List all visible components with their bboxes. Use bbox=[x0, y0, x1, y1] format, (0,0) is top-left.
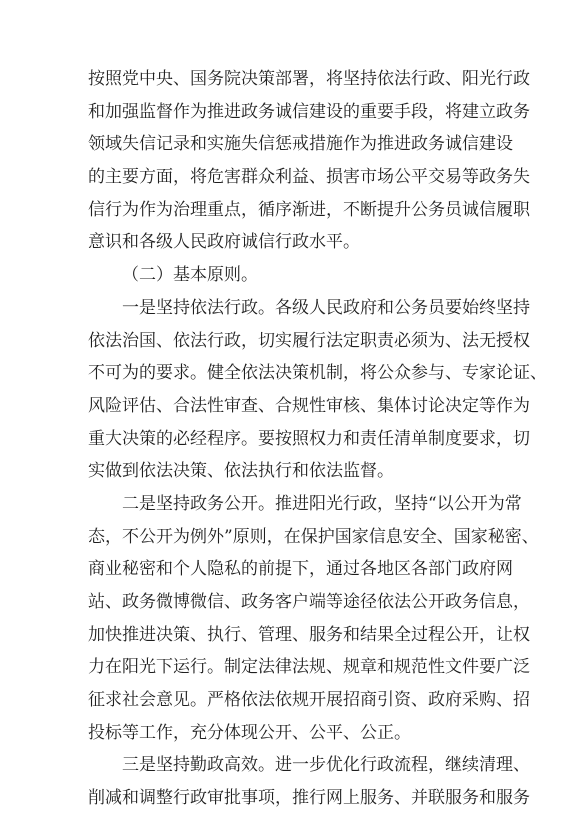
section-heading: （二）基本原则。 bbox=[122, 265, 258, 286]
text-line: 态，不公开为例外”原则，在保护国家信息安全、国家秘密、 bbox=[88, 526, 539, 547]
text-line: 三是坚持勤政高效。进一步优化行政流程，继续清理、 bbox=[122, 755, 530, 776]
text-line: 重大决策的必经程序。要按照权力和责任清单制度要求，切 bbox=[88, 428, 530, 449]
text-line: 削减和调整行政审批事项，推行网上服务、并联服务和服务 bbox=[88, 788, 530, 809]
text-line: 投标等工作，充分体现公开、公平、公正。 bbox=[88, 722, 411, 743]
text-line: 意识和各级人民政府诚信行政水平。 bbox=[88, 232, 360, 253]
text-line: 和加强监督作为推进政务诚信建设的重要手段，将建立政务 bbox=[88, 101, 530, 122]
text-line: 一是坚持依法行政。各级人民政府和公务员要始终坚持 bbox=[122, 297, 530, 318]
text-line: 加快推进决策、执行、管理、服务和结果全过程公开，让权 bbox=[88, 624, 530, 645]
text-line: 按照党中央、国务院决策部署，将坚持依法行政、阳光行政 bbox=[88, 69, 530, 89]
text-line: 二是坚持政务公开。推进阳光行政，坚持“以公开为常 bbox=[122, 493, 522, 514]
text-line: 征求社会意见。严格依法依规开展招商引资、政府采购、招 bbox=[88, 690, 530, 711]
text-line: 领域失信记录和实施失信惩戒措施作为推进政务诚信建设 bbox=[88, 134, 513, 155]
text-line: 不可为的要求。健全依法决策机制，将公众参与、专家论证、 bbox=[88, 363, 547, 384]
text-line: 信行为作为治理重点，循序渐进，不断提升公务员诚信履职 bbox=[88, 199, 530, 220]
document-body bbox=[88, 63, 547, 815]
text-line: 商业秘密和个人隐私的前提下，通过各地区各部门政府网 bbox=[88, 559, 513, 580]
text-line: 依法治国、依法行政，切实履行法定职责必须为、法无授权 bbox=[88, 330, 530, 351]
text-line: 的主要方面，将危害群众利益、损害市场公平交易等政务失 bbox=[88, 167, 530, 188]
text-line: 力在阳光下运行。制定法律法规、规章和规范性文件要广泛 bbox=[88, 657, 530, 678]
text-line: 实做到依法决策、依法执行和依法监督。 bbox=[88, 461, 394, 482]
text-line: 风险评估、合法性审查、合规性审核、集体讨论决定等作为 bbox=[88, 395, 530, 416]
text-line: 站、政务微博微信、政务客户端等途径依法公开政务信息， bbox=[88, 592, 530, 612]
